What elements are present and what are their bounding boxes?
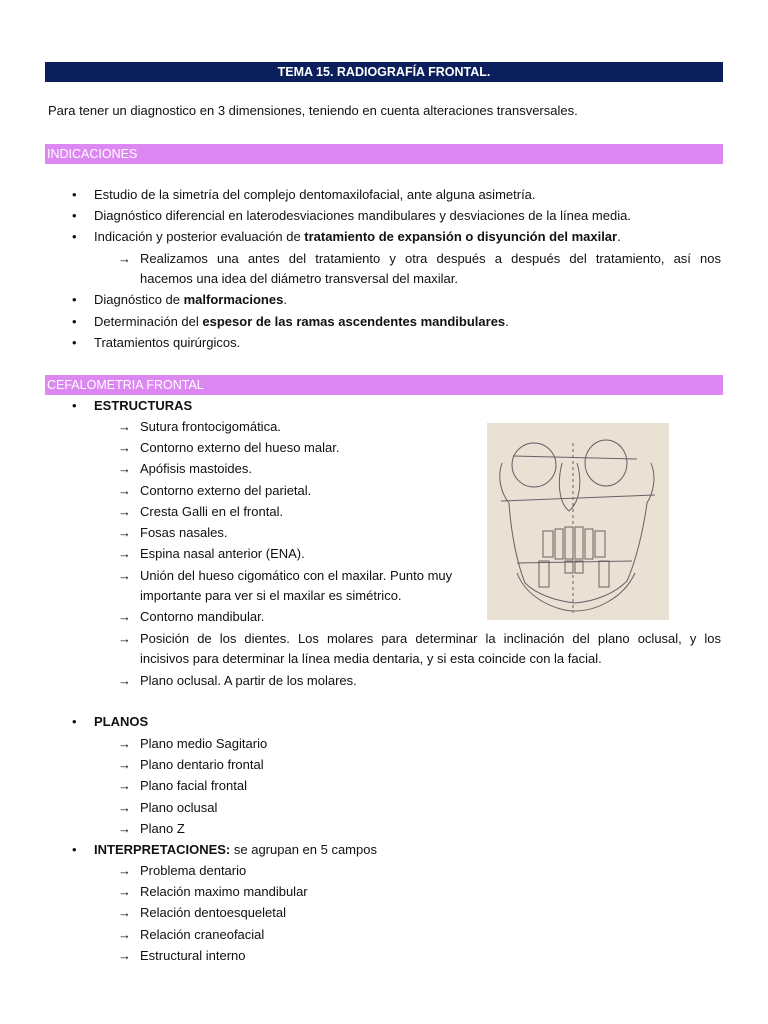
- sub-item-text: Relación dentoesqueletal: [140, 905, 286, 920]
- list-item: [72, 335, 241, 350]
- list-item: [72, 314, 509, 329]
- sub-item-text: Relación craneofacial: [140, 927, 265, 942]
- arrow-icon: →: [118, 419, 131, 434]
- sub-item-text: Plano dentario frontal: [140, 757, 264, 772]
- sub-item-text: Plano facial frontal: [140, 778, 247, 793]
- sub-item-text: Plano oclusal. A partir de los molares.: [140, 673, 357, 688]
- arrow-icon: →: [118, 757, 131, 772]
- arrow-icon: →: [118, 251, 131, 266]
- bullet: •: [72, 208, 77, 223]
- arrow-icon: →: [118, 778, 131, 793]
- section-heading-indicaciones: INDICACIONES: [45, 144, 723, 164]
- arrow-icon: →: [118, 821, 131, 836]
- list-item: [72, 208, 631, 223]
- section-heading-cefalometria: CEFALOMETRIA FRONTAL: [45, 375, 723, 395]
- arrow-icon: →: [118, 927, 131, 942]
- arrow-icon: →: [118, 736, 131, 751]
- sub-item-text: Fosas nasales.: [140, 525, 228, 540]
- sub-item-text: Posición de los dientes. Los molares para determinar la inclinación del plano oclusal, y los: [140, 631, 721, 646]
- list-item-post: .: [617, 229, 621, 244]
- planos-label: PLANOS: [94, 714, 149, 729]
- sub-item-text: Problema dentario: [140, 863, 247, 878]
- interpretaciones-label: INTERPRETACIONES:: [94, 842, 231, 857]
- list-item-post: .: [283, 292, 287, 307]
- arrow-icon: →: [118, 440, 131, 455]
- arrow-icon: →: [118, 905, 131, 920]
- sub-item-text: Unión del hueso cigomático con el maxilar. Punto muy: [140, 568, 453, 583]
- arrow-icon: →: [118, 863, 131, 878]
- arrow-icon: →: [118, 483, 131, 498]
- bullet: •: [72, 229, 77, 244]
- sub-item-text: Plano Z: [140, 821, 185, 836]
- bullet: •: [72, 335, 77, 350]
- bullet: •: [72, 187, 77, 202]
- sub-item-text: Contorno externo del parietal.: [140, 483, 312, 498]
- bullet: •: [72, 714, 77, 729]
- sub-item-text: Espina nasal anterior (ENA).: [140, 546, 305, 561]
- sub-note-line-2: hacemos una idea del diámetro transversal del maxilar.: [140, 271, 458, 286]
- sub-item-text: Plano oclusal: [140, 800, 218, 815]
- list-item-text: Tratamientos quirúrgicos.: [94, 335, 241, 350]
- sub-item-text: incisivos para determinar la línea media dentaria, y si esta coincide con la facial.: [140, 651, 602, 666]
- intro-paragraph: Para tener un diagnostico en 3 dimensiones, teniendo en cuenta alteraciones transversales.: [48, 103, 578, 118]
- arrow-icon: →: [118, 461, 131, 476]
- bullet: •: [72, 314, 77, 329]
- arrow-icon: →: [118, 884, 131, 899]
- list-item-text: Diagnóstico diferencial en laterodesviaciones mandibulares y desviaciones de la línea media.: [94, 208, 631, 223]
- list-item-bold: malformaciones: [183, 292, 284, 307]
- arrow-icon: →: [118, 609, 131, 624]
- list-item-post: .: [505, 314, 509, 329]
- bullet: •: [72, 842, 77, 857]
- arrow-icon: →: [118, 525, 131, 540]
- sub-item-text: Sutura frontocigomática.: [140, 419, 281, 434]
- list-item-bold: espesor de las ramas ascendentes mandibulares: [202, 314, 506, 329]
- estructuras-label: ESTRUCTURAS: [94, 398, 193, 413]
- list-item-planos: [72, 714, 149, 729]
- sub-item-text: Contorno mandibular.: [140, 609, 265, 624]
- arrow-icon: →: [118, 546, 131, 561]
- arrow-icon: →: [118, 631, 131, 646]
- sub-item-text: Plano medio Sagitario: [140, 736, 268, 751]
- sub-item-text: Cresta Galli en el frontal.: [140, 504, 284, 519]
- list-item: [72, 187, 536, 202]
- list-item-text: Estudio de la simetría del complejo dentomaxilofacial, ante alguna asimetría.: [94, 187, 536, 202]
- bullet: •: [72, 398, 77, 413]
- list-item: [72, 292, 287, 307]
- bullet: •: [72, 292, 77, 307]
- arrow-icon: →: [118, 948, 131, 963]
- sub-item-text: Estructural interno: [140, 948, 246, 963]
- skull-tracing-drawing: [487, 423, 669, 620]
- arrow-icon: →: [118, 800, 131, 815]
- list-item-interpretaciones: [72, 842, 377, 857]
- arrow-icon: →: [118, 504, 131, 519]
- list-item: [72, 229, 621, 244]
- sub-item-text: Apófisis mastoides.: [140, 461, 252, 476]
- cephalometric-tracing-image: [487, 423, 669, 620]
- arrow-icon: →: [118, 673, 131, 688]
- list-item-pre: Diagnóstico de: [94, 292, 184, 307]
- list-item-pre: Determinación del: [94, 314, 203, 329]
- list-item-bold: tratamiento de expansión o disyunción del maxilar: [304, 229, 618, 244]
- list-item-pre: Indicación y posterior evaluación de: [94, 229, 305, 244]
- list-item-estructuras: [72, 398, 193, 413]
- sub-item-text: Contorno externo del hueso malar.: [140, 440, 340, 455]
- page-title: TEMA 15. RADIOGRAFÍA FRONTAL.: [45, 62, 723, 82]
- arrow-icon: →: [118, 568, 131, 583]
- sub-note-line-1: Realizamos una antes del tratamiento y otra después a después del tratamiento, así nos: [140, 251, 721, 266]
- sub-item-text: importante para ver si el maxilar es simétrico.: [140, 588, 402, 603]
- interpretaciones-suffix: se agrupan en 5 campos: [230, 842, 377, 857]
- sub-item-text: Relación maximo mandibular: [140, 884, 308, 899]
